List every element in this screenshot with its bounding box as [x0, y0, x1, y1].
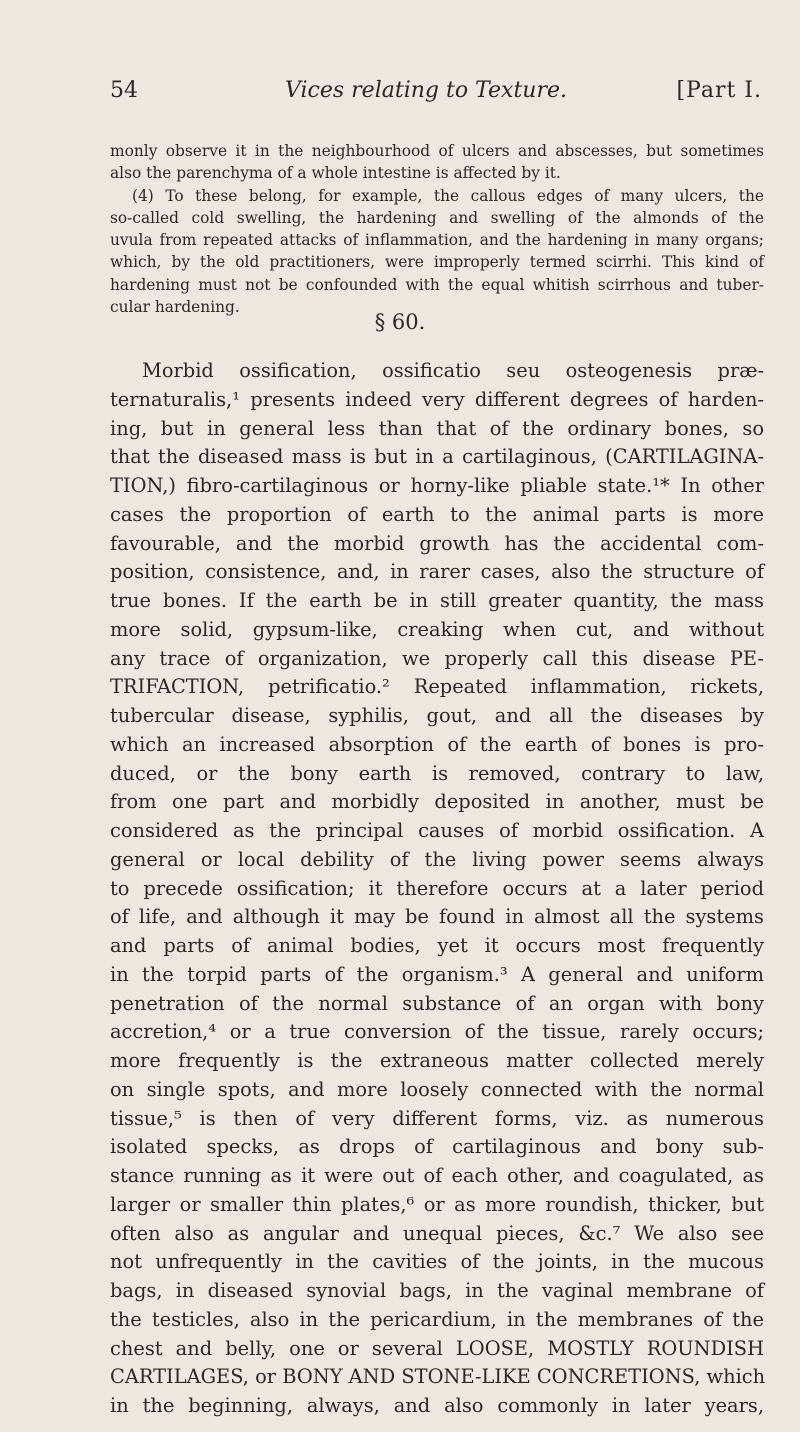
- running-head: [110, 78, 762, 108]
- text-line: stance running as it were out of each other, and coagulated, as: [110, 1164, 764, 1187]
- text-line: cular hardening.: [110, 298, 240, 317]
- text-line: which an increased absorption of the earth of bones is pro-: [110, 732, 764, 756]
- text-line: tissue,⁵ is then of very different forms, viz. as numerous: [110, 1106, 764, 1130]
- text-line: penetration of the normal substance of an organ with bony: [110, 991, 764, 1015]
- section-heading: § 60.: [374, 310, 426, 334]
- page-number: 54: [110, 78, 138, 103]
- text-line: in the torpid parts of the organism.³ A general and uniform: [110, 962, 764, 986]
- text-line: CARTILAGES, or BONY AND STONE-LIKE CONCRETIONS, which: [110, 1365, 766, 1389]
- text-line: ing, but in general less than that of the ordinary bones, so: [110, 416, 764, 440]
- text-line: isolated specks, as drops of cartilaginous and bony sub-: [110, 1135, 764, 1159]
- text-line: considered as the principal causes of morbid ossification. A: [110, 819, 764, 842]
- text-line: TION,) fibro-cartilaginous or horny-like pliable state.¹* In other: [110, 474, 764, 497]
- text-line: general or local debility of the living power seems always: [110, 847, 764, 871]
- text-line: Morbid ossification, ossificatio seu osteogenesis præ-: [142, 359, 764, 382]
- text-line: so-called cold swelling, the hardening and swelling of the almonds of the: [110, 208, 764, 227]
- text-line: which, by the old practitioners, were improperly termed scirrhi. This kind of: [110, 253, 764, 272]
- text-line: tubercular disease, syphilis, gout, and all the diseases by: [110, 704, 764, 727]
- text-line: of life, and although it may be found in almost all the systems: [110, 905, 764, 929]
- text-line: any trace of organization, we properly call this disease PE-: [110, 646, 764, 670]
- text-line: that the diseased mass is but in a cartilaginous, (CARTILAGINA-: [110, 445, 764, 469]
- paragraph-continuation: [110, 140, 764, 318]
- text-line: ternaturalis,¹ presents indeed very different degrees of harden-: [110, 387, 764, 411]
- part-label: [Part I.: [676, 78, 762, 103]
- text-line: monly observe it in the neighbourhood of ulcers and abscesses, but sometimes: [110, 142, 764, 160]
- text-line: on single spots, and more loosely connected with the normal: [110, 1077, 764, 1101]
- text-line: TRIFACTION, petrificatio.² Repeated inflammation, rickets,: [110, 675, 764, 699]
- text-line: larger or smaller thin plates,⁶ or as more roundish, thicker, but: [110, 1192, 764, 1216]
- text-line: position, consistence, and, in rarer cases, also the structure of: [110, 560, 764, 584]
- text-line: the testicles, also in the pericardium, in the membranes of the: [110, 1307, 764, 1331]
- text-line: not unfrequently in the cavities of the joints, in the mucous: [110, 1250, 764, 1274]
- text-line: chest and belly, one or several LOOSE, MOSTLY ROUNDISH: [110, 1336, 764, 1360]
- text-line: more solid, gypsum-like, creaking when cut, and without: [110, 617, 764, 641]
- text-line: duced, or the bony earth is removed, contrary to law,: [110, 761, 764, 785]
- text-line: to precede ossification; it therefore occurs at a later period: [110, 876, 764, 900]
- text-line: from one part and morbidly deposited in another, must be: [110, 790, 764, 814]
- paragraph-morbid-ossification: [110, 357, 764, 1421]
- text-line: uvula from repeated attacks of inflammation, and the hardening in many organs;: [110, 231, 764, 250]
- text-line: true bones. If the earth be in still greater quantity, the mass: [110, 589, 764, 612]
- text-line: cases the proportion of earth to the animal parts is more: [110, 502, 764, 526]
- text-line: also the parenchyma of a whole intestine is affected by it.: [110, 164, 561, 183]
- running-title: Vices relating to Texture.: [285, 78, 567, 103]
- text-line: more frequently is the extraneous matter collected merely: [110, 1049, 764, 1072]
- text-line: hardening must not be confounded with the equal whitish scirrhous and tuber-: [110, 275, 764, 294]
- text-line: accretion,⁴ or a true conversion of the tissue, rarely occurs;: [110, 1020, 764, 1044]
- text-line: favourable, and the morbid growth has the accidental com-: [110, 531, 764, 555]
- text-line: and parts of animal bodies, yet it occurs most frequently: [110, 934, 764, 957]
- text-line: (4) To these belong, for example, the callous edges of many ulcers, the: [132, 186, 764, 205]
- text-line: often also as angular and unequal pieces, &c.⁷ We also see: [110, 1221, 764, 1245]
- text-line: in the beginning, always, and also commonly in later years,: [110, 1394, 764, 1417]
- text-line: bags, in diseased synovial bags, in the vaginal membrane of: [110, 1279, 764, 1302]
